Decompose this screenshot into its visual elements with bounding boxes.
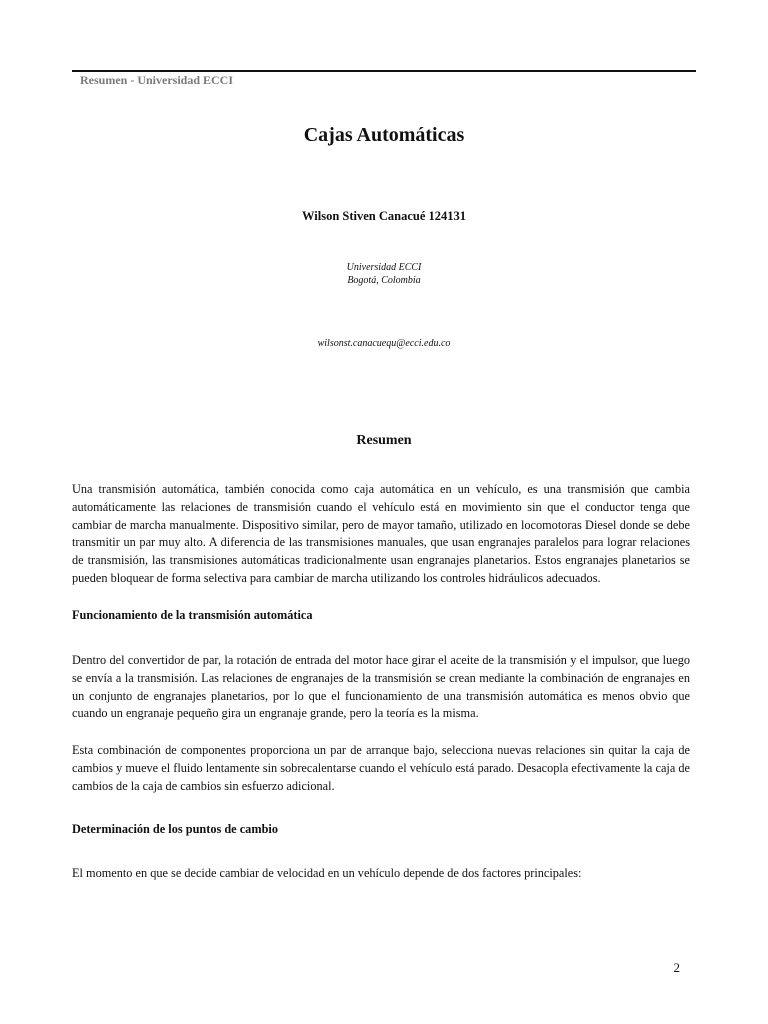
page-number: 2: [673, 960, 680, 975]
running-head: Resumen - Universidad ECCI: [80, 73, 234, 87]
header-rule: [72, 70, 696, 72]
section-heading-puntos-de-cambio: Determinación de los puntos de cambio: [72, 822, 278, 836]
paper-title: Cajas Automáticas: [303, 124, 465, 146]
affiliation-location: Bogotá, Colombia: [347, 275, 421, 286]
abstract-paragraph: Una transmisión automática, también conocida como caja automática en un vehículo, es una transmisión que cambia automáticamente las relaciones de transmisión cuando el vehículo está en movimiento sin que el conductor tenga que cambiar de marcha manualmente. Dispositivo similar, pero de mayor tamaño, utilizado en locomotoras Diesel donde se debe transmitir un par muy alto. A diferencia de las transmisiones manuales, que usan engranajes paralelos para lograr relaciones de transmisión, las transmisiones automáticas tradicionalmente usan engranajes planetarios. Estos engranajes planetarios se pueden bloquear de forma selectiva para cambiar de marcha utilizando los controles hidráulicos adecuados.: [72, 482, 690, 585]
affiliation-institution: Universidad ECCI: [346, 262, 422, 273]
abstract-heading: Resumen: [356, 433, 412, 448]
body-paragraph: El momento en que se decide cambiar de velocidad en un vehículo depende de dos factores principales:: [72, 866, 582, 880]
body-paragraph: Esta combinación de componentes proporciona un par de arranque bajo, selecciona nuevas relaciones sin quitar la caja de cambios y mueve el fluido lentamente sin sobrecalentarse cuando el vehículo está parado. Desacopla efectivamente la caja de cambios de la caja de cambios sin esfuerzo adicional.: [72, 743, 690, 793]
body-paragraph: Dentro del convertidor de par, la rotación de entrada del motor hace girar el aceite de la transmisión y el impulsor, que luego se envía a la transmisión. Las relaciones de engranajes de la transmisión se crean mediante la combinación de engranajes en un conjunto de engranajes planetarios, por lo que el funcionamiento de una transmisión automática es menos obvio que cuando un engranaje pequeño gira un engranaje grande, pero la teoría es la misma.: [72, 653, 690, 721]
author-email: wilsonst.canacuequ@ecci.edu.co: [317, 338, 451, 349]
section-heading-funcionamiento: Funcionamiento de la transmisión automática: [72, 608, 313, 622]
author-name: Wilson Stiven Canacué 124131: [301, 209, 467, 223]
